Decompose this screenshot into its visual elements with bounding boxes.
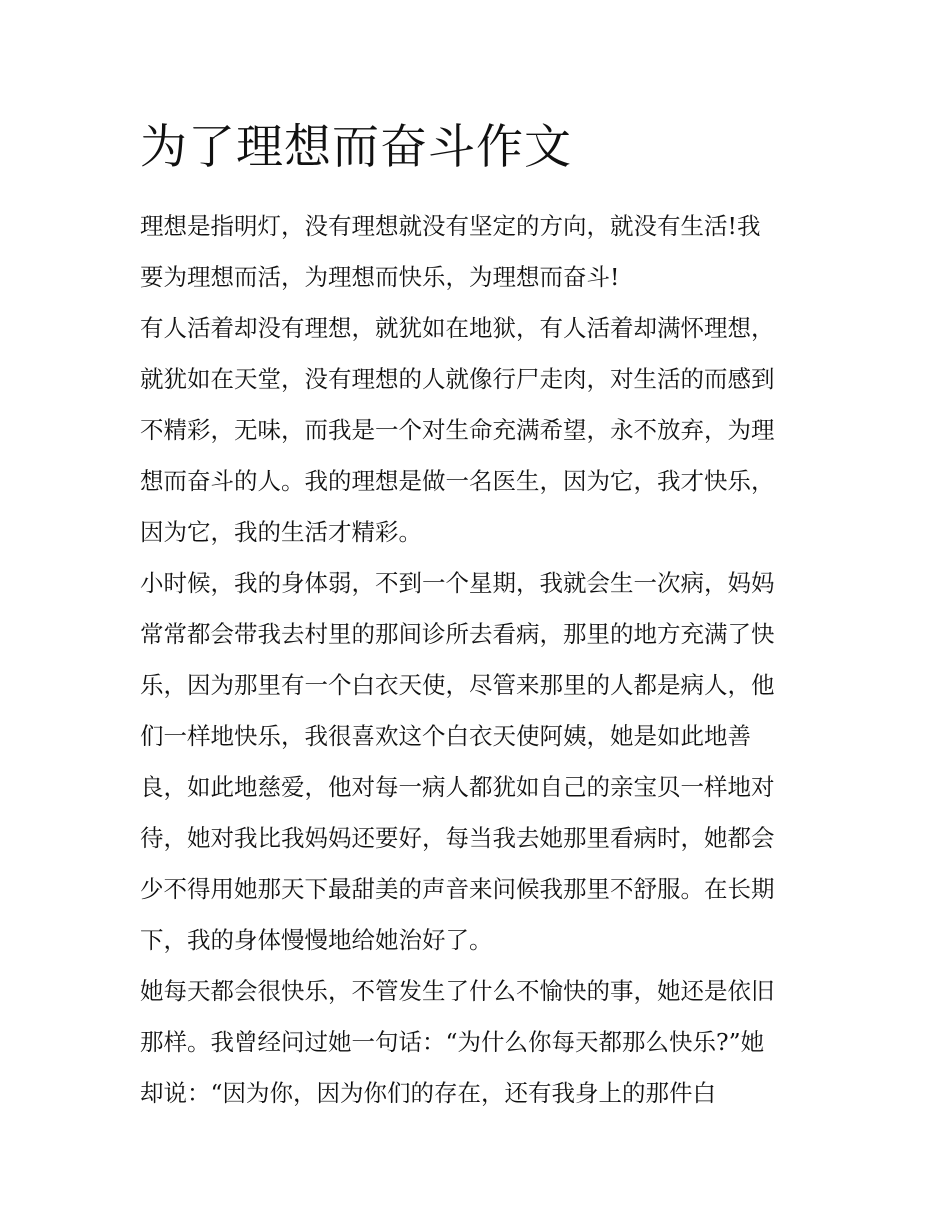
text-line: 小时候，我的身体弱，不到一个星期，我就会生一次病，妈妈	[140, 569, 775, 597]
text-line: 乐，因为那里有一个白衣天使，尽管来那里的人都是病人，他	[140, 671, 775, 699]
text-line: 就犹如在天堂，没有理想的人就像行尸走肉，对生活的而感到	[140, 365, 775, 393]
document-page	[140, 115, 815, 1119]
text-line: 常常都会带我去村里的那间诊所去看病，那里的地方充满了快	[140, 620, 775, 648]
text-line: 有人活着却没有理想，就犹如在地狱，有人活着却满怀理想，	[140, 314, 775, 342]
text-line: 那样。我曾经问过她一句话：“为什么你每天都那么快乐?”她	[140, 1028, 765, 1056]
text-line: 下，我的身体慢慢地给她治好了。	[140, 926, 493, 954]
paragraph-3	[140, 558, 815, 966]
text-line: 们一样地快乐，我很喜欢这个白衣天使阿姨，她是如此地善	[140, 722, 751, 750]
text-line: 少不得用她那天下最甜美的声音来问候我那里不舒服。在长期	[140, 875, 775, 903]
paragraph-4	[140, 966, 815, 1119]
paragraph-2	[140, 303, 815, 558]
text-line: 因为它，我的生活才精彩。	[140, 518, 422, 546]
document-title: 为了理想而奋斗作文	[140, 120, 572, 175]
text-line: 待，她对我比我妈妈还要好，每当我去她那里看病时，她都会	[140, 824, 775, 852]
text-line: 不精彩，无味，而我是一个对生命充满希望，永不放弃，为理	[140, 416, 775, 444]
text-line: 却说：“因为你，因为你们的存在，还有我身上的那件白	[140, 1079, 717, 1107]
text-line: 她每天都会很快乐，不管发生了什么不愉快的事，她还是依旧	[140, 977, 775, 1005]
paragraph-1	[140, 201, 815, 303]
text-line: 要为理想而活，为理想而快乐，为理想而奋斗!	[140, 263, 620, 291]
text-line: 良，如此地慈爱，他对每一病人都犹如自己的亲宝贝一样地对	[140, 773, 775, 801]
text-line: 想而奋斗的人。我的理想是做一名医生，因为它，我才快乐，	[140, 467, 775, 495]
text-line: 理想是指明灯，没有理想就没有坚定的方向，就没有生活!我	[140, 212, 761, 240]
